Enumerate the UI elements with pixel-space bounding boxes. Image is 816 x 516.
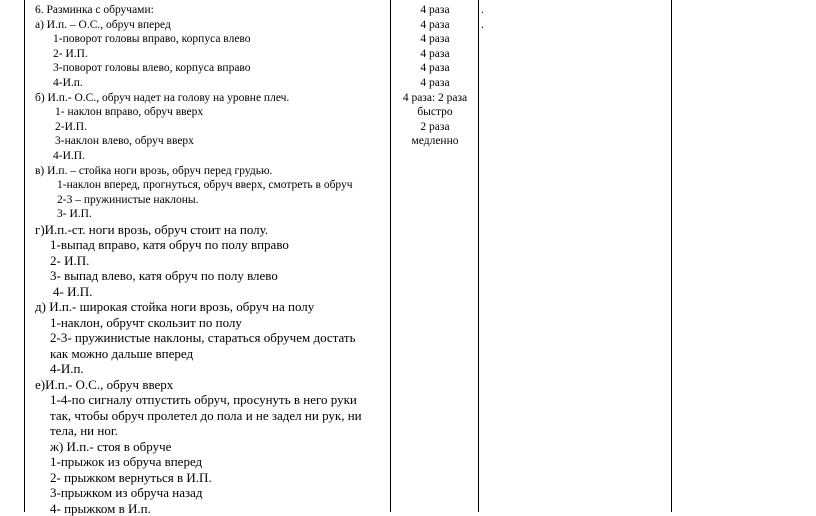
- exercise-line: так, чтобы обруч пролетел до пола и не задел ни рук, ни: [50, 407, 362, 423]
- exercise-line: 2-3- пружинистые наклоны, стараться обручем достать: [50, 330, 356, 346]
- dosage-cell: [392, 3, 478, 149]
- notes-line: .: [481, 18, 484, 31]
- exercise-line: 4-И.п.: [53, 76, 83, 89]
- exercise-line: е)И.п.- О.С., обруч вверх: [35, 376, 174, 392]
- exercise-line: 2- И.П.: [50, 252, 90, 268]
- dosage-line: медленно: [411, 135, 459, 148]
- notes-cell: [481, 3, 484, 32]
- exercise-line: 1-поворот головы вправо, корпуса влево: [53, 33, 251, 46]
- dosage-line: 4 раза: [420, 33, 450, 46]
- exercise-line: 1-прыжок из обруча вперед: [50, 454, 203, 470]
- table-border-left: [24, 0, 25, 512]
- exercise-line: в) И.п. – стойка ноги врозь, обруч перед грудью.: [35, 164, 273, 177]
- exercise-line: 3- И.П.: [57, 208, 92, 221]
- exercise-line: 3-поворот головы влево, корпуса вправо: [53, 62, 251, 75]
- exercise-line: а) И.п. – О.С., обруч вперед: [35, 18, 171, 31]
- exercise-line: как можно дальше вперед: [50, 345, 194, 361]
- dosage-line: 4 раза: [420, 47, 450, 60]
- exercise-line: 2- прыжком вернуться в И.П.: [50, 469, 212, 485]
- exercise-line: 1-наклон, обручт скользит по полу: [50, 314, 242, 330]
- exercise-line: 4-И.П.: [53, 149, 85, 162]
- exercise-line: б) И.п.- О.С., обруч надет на голову на уровне плеч.: [35, 91, 290, 104]
- exercise-line: тела, ни ног.: [50, 423, 118, 439]
- dosage-line: 4 раза: [420, 76, 450, 89]
- exercise-line: 4- прыжком в И.п.: [50, 500, 151, 516]
- dosage-line: 4 раза: [420, 18, 450, 31]
- exercise-line: 3-прыжком из обруча назад: [50, 485, 203, 501]
- exercise-line: 2-И.П.: [55, 120, 87, 133]
- dosage-line: быстро: [417, 106, 453, 119]
- exercise-line: 3-наклон влево, обруч вверх: [55, 135, 194, 148]
- exercise-line: 1-4-по сигналу отпустить обруч, просунуть в него руки: [50, 392, 357, 408]
- dosage-line: 4 раза: [420, 62, 450, 75]
- notes-line: .: [481, 4, 484, 16]
- exercise-line: 2- И.П.: [53, 47, 88, 60]
- exercise-line: 2-3 – пружинистые наклоны.: [57, 193, 199, 206]
- table-border-col2: [478, 0, 479, 512]
- exercise-line: 1-наклон вперед, прогнуться, обруч вверх, смотреть в обруч: [57, 179, 353, 192]
- exercise-title: 6. Разминка с обручами:: [35, 4, 154, 16]
- exercise-line: 1-выпад вправо, катя обруч по полу вправо: [50, 237, 289, 253]
- dosage-line: 4 раза: 2 раза: [402, 91, 468, 104]
- exercise-line: 1- наклон вправо, обруч вверх: [55, 106, 204, 119]
- exercise-line: 3- выпад влево, катя обруч по полу влево: [50, 268, 278, 284]
- table-border-col1: [390, 0, 391, 512]
- exercise-description-cell: [35, 3, 390, 516]
- exercise-line: д) И.п.- широкая стойка ноги врозь, обруч на полу: [35, 299, 315, 315]
- exercise-line: 4- И.П.: [53, 283, 93, 299]
- exercise-line: ж) И.п.- стоя в обруче: [50, 438, 172, 454]
- dosage-line: 4 раза: [420, 4, 450, 16]
- exercise-line: 4-И.п.: [50, 361, 84, 377]
- dosage-line: 2 раза: [420, 120, 450, 133]
- exercise-line: г)И.п.-ст. ноги врозь, обруч стоит на полу.: [35, 221, 269, 237]
- table-border-right: [671, 0, 672, 512]
